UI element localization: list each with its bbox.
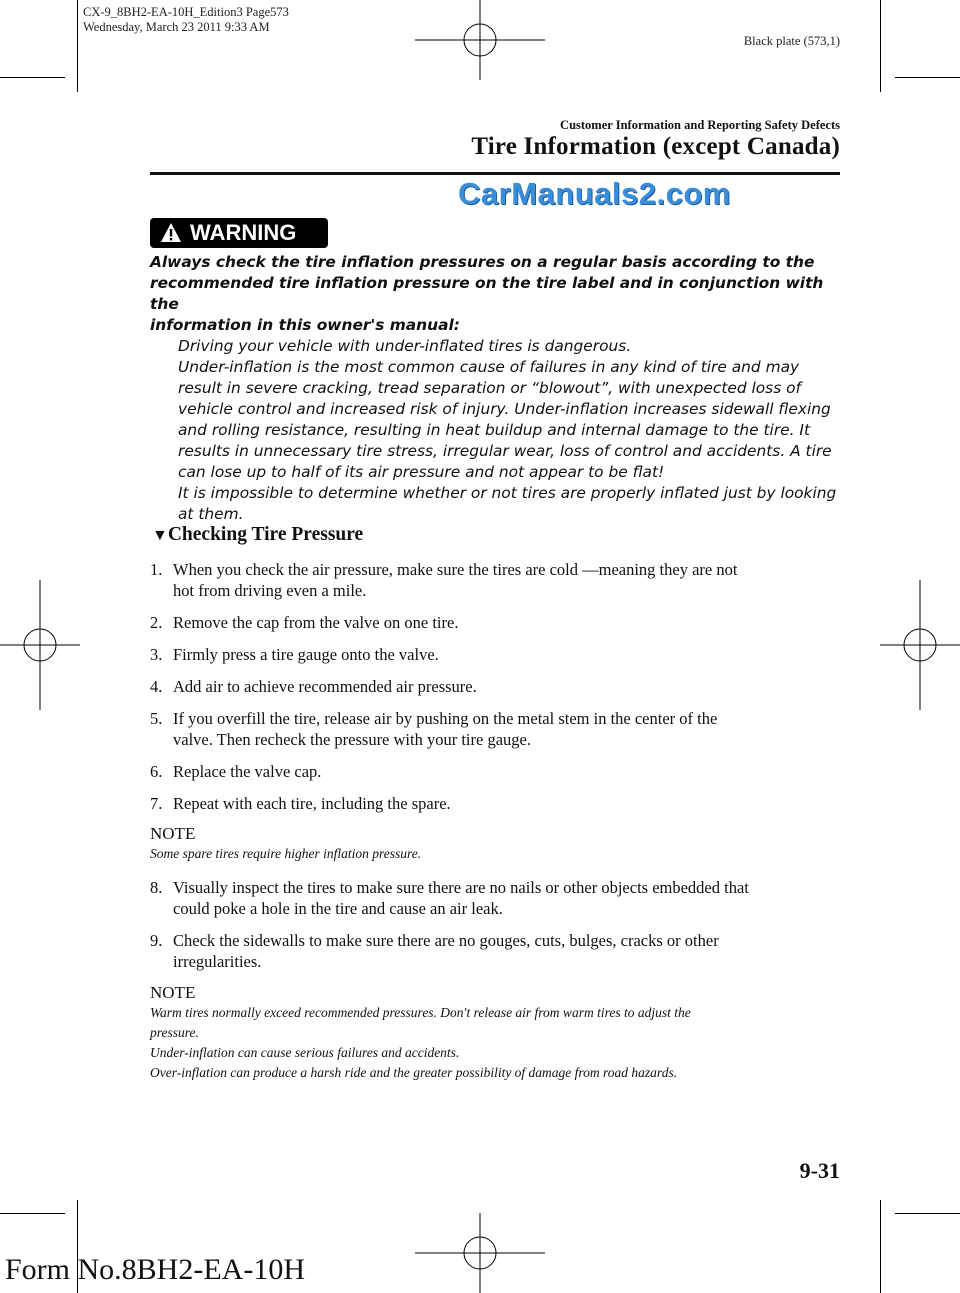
procedure-list [150,559,850,1083]
step-line: irregularities. [173,952,262,971]
warning-label: WARNING [190,220,297,245]
warning-body-line: can lose up to half of its air pressure and not appear to be flat! [178,463,665,481]
step-line: Remove the cap from the valve on one tire. [173,613,459,632]
warning-text [150,252,850,525]
list-item [150,761,850,782]
list-item [150,612,850,633]
step-line: Check the sidewalls to make sure there are no gouges, cuts, bulges, cracks or other [173,931,719,950]
warning-body-line: Under-inflation is the most common cause of failures in any kind of tire and may [178,358,800,376]
page-number: 9-31 [799,1158,840,1183]
step-line: hot from driving even a mile. [173,581,367,600]
warning-body-line: Driving your vehicle with under-inflated tires is dangerous. [178,337,632,355]
registration-target-left [0,580,80,710]
step-number: 5. [150,709,163,728]
print-metadata [83,5,289,35]
warning-bold-line: Always check the tire inflation pressures on a regular basis according to the [150,253,815,271]
list-item [150,559,850,601]
section-title-text: Checking Tire Pressure [167,524,364,545]
step-line: Firmly press a tire gauge onto the valve. [173,645,439,664]
step-line: could poke a hole in the tire and cause an air leak. [173,899,503,918]
warning-icon [160,222,182,244]
warning-body-line: vehicle control and increased risk of injury. Under-inflation increases sidewall flexing [178,400,831,418]
step-number: 2. [150,613,163,632]
meta-line-1: CX-9_8BH2-EA-10H_Edition3 Page573 [83,5,289,19]
chapter-title: Customer Information and Reporting Safety Defects [560,118,840,132]
warning-bold-line: recommended tire inflation pressure on the tire label and in conjunction with the [150,274,824,313]
triangle-marker-icon: ▼ [152,527,168,544]
note-block [150,982,850,1083]
warning-body-line: results in unnecessary tire stress, irregular wear, loss of control and accidents. A tire [178,442,832,460]
step-line: Add air to achieve recommended air pressure. [173,677,477,696]
step-number: 9. [150,931,163,950]
step-line: valve. Then recheck the pressure with your tire gauge. [173,730,531,749]
step-line: Replace the valve cap. [173,762,322,781]
registration-target-top [415,0,545,80]
step-number: 7. [150,794,163,813]
plate-label: Black plate (573,1) [743,34,840,48]
list-item [150,708,850,750]
step-number: 6. [150,762,163,781]
step-line: If you overfill the tire, release air by pushing on the metal stem in the center of the [173,709,718,728]
note-heading: NOTE [150,824,196,843]
note-line: pressure. [150,1025,199,1040]
step-number: 4. [150,677,163,696]
step-line: Visually inspect the tires to make sure there are no nails or other objects embedded that [173,878,749,897]
warning-body-line: result in severe cracking, tread separation or “blowout”, with unexpected loss of [178,379,801,397]
step-number: 8. [150,878,163,897]
note-block [150,823,850,864]
list-item [150,877,850,919]
list-item [150,676,850,697]
step-line: Repeat with each tire, including the spare. [173,794,451,813]
form-number: Form No.8BH2-EA-10H [5,1253,305,1286]
note-line: Under-inflation can cause serious failures and accidents. [150,1045,460,1060]
note-heading: NOTE [150,983,196,1002]
note-line: Some spare tires require higher inflation pressure. [150,846,422,861]
warning-badge [150,218,328,248]
list-item [150,793,850,814]
note-line: Warm tires normally exceed recommended pressures. Don't release air from warm tires to adjust the [150,1005,691,1020]
step-number: 1. [150,560,163,579]
step-line: When you check the air pressure, make sure the tires are cold —meaning they are not [173,560,738,579]
note-line: Over-inflation can produce a harsh ride and the greater possibility of damage from road hazards. [150,1065,678,1080]
meta-line-2: Wednesday, March 23 2011 9:33 AM [83,20,270,34]
section-title [152,524,363,546]
list-item [150,644,850,665]
list-item [150,930,850,972]
header-rule [150,172,840,175]
warning-bold-line: information in this owner's manual: [150,316,460,334]
watermark-logo: CarManuals2.com [458,176,731,211]
registration-target-bottom [415,1213,545,1293]
registration-target-right [880,580,960,710]
page-title: Tire Information (except Canada) [471,133,840,160]
warning-body-line: It is impossible to determine whether or not tires are properly inflated just by looking [178,484,837,502]
warning-body-line: and rolling resistance, resulting in heat buildup and internal damage to the tire. It [178,421,810,439]
step-number: 3. [150,645,163,664]
warning-body-line: at them. [178,505,244,523]
